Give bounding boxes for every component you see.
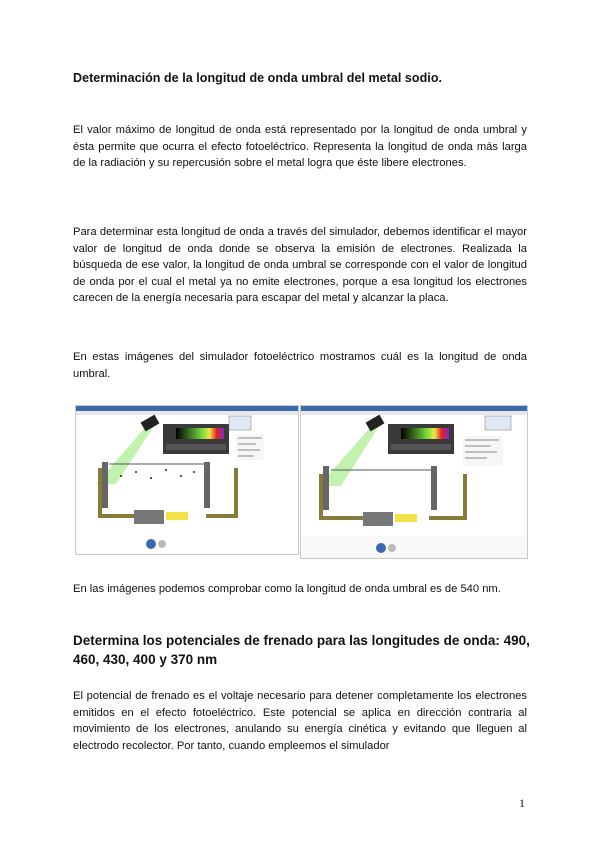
- page-number: 1: [519, 796, 525, 810]
- section-heading-stopping-potentials: Determina los potenciales de frenado para las longitudes de onda: 490, 460, 430, 400 y 370 nm: [73, 633, 530, 667]
- paragraph-stopping-potential: El potencial de frenado es el voltaje necesario para detener completamente los electrones emitidos en el efecto fotoeléctrico. Este potencial se aplica en dirección contraria al movimiento de los electrones, anulando su energía cinética y evitando que lleguen al electrodo recolector. Por tanto, cuando empleemos el simulador: [73, 690, 527, 752]
- paragraph-intro: El valor máximo de longitud de onda está representado por la longitud de onda umbral y ésta permite que ocurra el efecto fotoeléctrico. Representa la longitud de onda más larga de la radiación y su repercusión sobre el metal logra que éste libere electrones.: [73, 124, 527, 169]
- paragraph-images-intro: En estas imágenes del simulador fotoeléctrico mostramos cuál es la longitud de onda umbral.: [73, 351, 527, 380]
- paragraph-method: Para determinar esta longitud de onda a través del simulador, debemos identificar el mayor valor de longitud de onda donde se observa la emisión de electrones. Realizada la búsqueda de ese valor, la longitud de onda umbral se corresponde con el valor de longitud de onda por el cual el metal ya no emite electrones, porque a esa longitud los electrones carecen de la energía necesaria para escapar del metal y alcanzar la placa.: [73, 226, 527, 304]
- paragraph-result: En las imágenes podemos comprobar como la longitud de onda umbral es de 540 nm.: [73, 583, 501, 595]
- simulator-screenshot-1: [75, 405, 299, 555]
- simulator-screenshot-2: [300, 405, 528, 559]
- section-heading-threshold: Determinación de la longitud de onda umbral del metal sodio.: [73, 71, 443, 85]
